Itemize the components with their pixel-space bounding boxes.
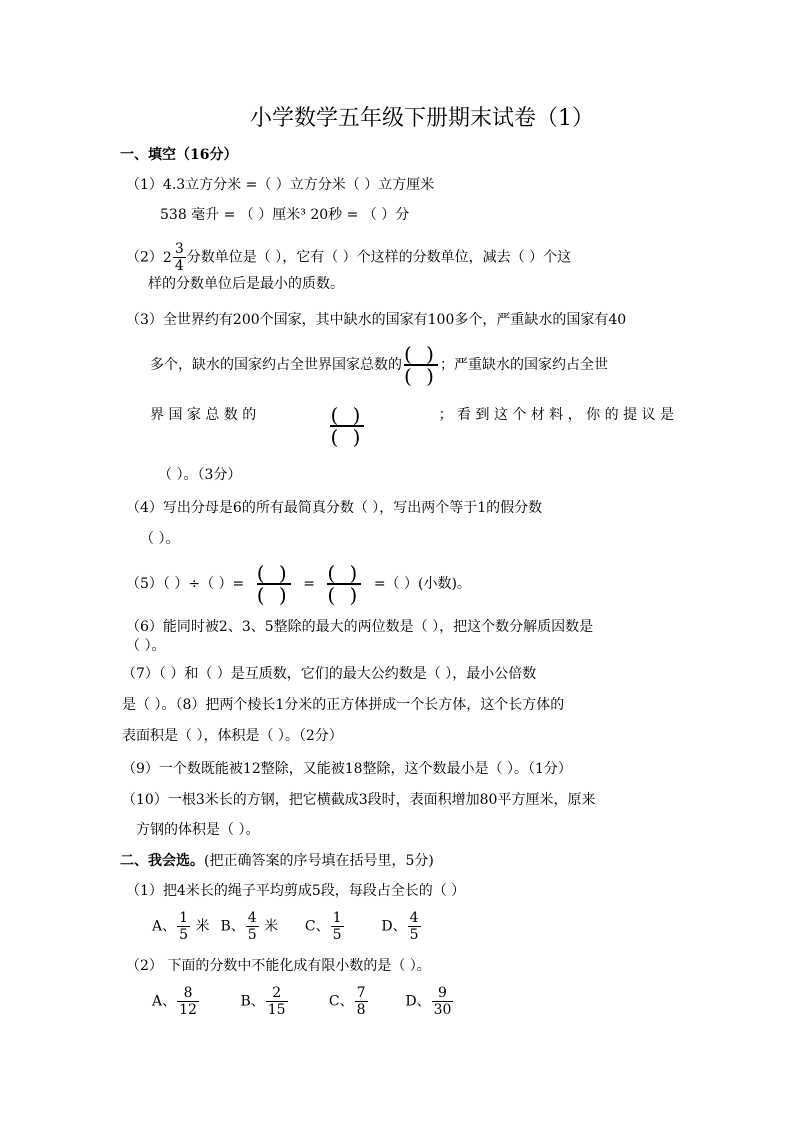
denominator: 5 (409, 927, 419, 943)
section1-heading: 一、填空（16分） (120, 147, 238, 163)
q1-line1: （1）4.3立方分米 =（ ）立方分米（ ）立方厘米 (126, 177, 435, 193)
denominator: 15 (267, 1002, 286, 1018)
q7-line2: 是（ ）。（8）把两个棱长1分米的正方体拼成一个长方体，这个长方体的 (122, 697, 565, 713)
denominator: 8 (356, 1002, 366, 1018)
option-label: D、 (405, 993, 431, 1010)
option-fraction (266, 985, 288, 1018)
q2-mixed-number (163, 241, 187, 274)
blank-denominator: ( ) (330, 425, 365, 449)
q3-line3-tail: ； 看 到 这 个 材 料 ， 你 的 提 议 是 (438, 407, 674, 423)
q6-line1: （6）能同时被2、3、5整除的最大的两位数是（ ），把这个数分解质因数是 (126, 619, 594, 635)
q7-line1: （7）（ ）和（ ）是互质数，它们的最大公约数是（ ），最小公倍数 (122, 666, 537, 682)
denominator: 30 (433, 1002, 452, 1018)
q2-numerator: 3 (174, 241, 184, 257)
option-fraction (177, 910, 190, 943)
q3-blank-fraction-1 (404, 342, 438, 388)
blank-numerator: ( ) (404, 342, 438, 366)
q1-line2: 538 毫升 = （ ）厘米³ 20秒 = （ ）分 (160, 207, 410, 223)
q3-line4: （ ）。（3分） (158, 467, 242, 483)
numerator: 8 (183, 985, 193, 1001)
option-c (305, 910, 377, 943)
option-c (329, 985, 401, 1018)
blank-denominator: ( ) (327, 583, 362, 607)
option-fraction (355, 985, 368, 1018)
blank-numerator: ( ) (327, 561, 362, 585)
denominator: 5 (179, 927, 189, 943)
s2-q1-stem: （1）把4米长的绳子平均剪成5段，每段占全长的（ ） (126, 883, 466, 899)
option-label: C、 (304, 918, 330, 935)
q2-prefix: （2） (126, 249, 163, 266)
q3-line2 (150, 342, 608, 388)
option-a (152, 985, 236, 1018)
numerator: 2 (272, 985, 282, 1001)
option-label: A、 (152, 918, 177, 935)
denominator: 5 (247, 927, 257, 943)
q7-line3: 表面积是（ ），体积是（ ）。（2分） (122, 728, 343, 744)
numerator: 4 (247, 910, 257, 926)
s2-q1-options (152, 910, 422, 943)
option-label: A、 (152, 993, 177, 1010)
option-fraction (408, 910, 421, 943)
denominator: 5 (332, 927, 342, 943)
blank-denominator: ( ) (256, 583, 291, 607)
s2-q2-options (152, 985, 454, 1018)
option-unit: 米 (264, 918, 279, 935)
page-title: 小学数学五年级下册期末试卷（1） (250, 106, 594, 131)
q5-blank-fraction-1 (256, 561, 291, 607)
q3-line3-text: 界 国 家 总 数 的 (150, 407, 257, 423)
option-fraction (331, 910, 344, 943)
q3-line2-text: 多个，缺水的国家约占全世界国家总数的 (150, 357, 402, 373)
numerator: 1 (332, 910, 342, 926)
option-d (405, 985, 454, 1018)
option-label: B、 (220, 918, 245, 935)
q5-tail: =（ ）(小数)。 (373, 576, 471, 592)
q2-denominator: 4 (174, 258, 184, 274)
blank-numerator: ( ) (256, 561, 291, 585)
q2-whole: 2 (162, 249, 172, 266)
q4-line1: （4）写出分母是6的所有最简真分数（ ），写出两个等于1的假分数 (126, 500, 543, 516)
q10-line2: 方钢的体积是（ ）。 (136, 822, 260, 838)
option-fraction (177, 985, 199, 1018)
option-label: D、 (381, 918, 407, 935)
denominator: 12 (179, 1002, 197, 1018)
numerator: 7 (356, 985, 366, 1001)
q6-line2: （ ）。 (126, 638, 166, 654)
option-d (381, 910, 421, 943)
q2-fraction (173, 241, 186, 274)
option-fraction (432, 985, 454, 1018)
option-a (152, 910, 216, 943)
section2-heading (120, 852, 434, 870)
q3-line3 (150, 403, 674, 449)
option-b (220, 910, 300, 943)
option-label: B、 (240, 993, 265, 1010)
blank-denominator: ( ) (404, 364, 438, 388)
q2-line2: 样的分数单位后是最小的质数。 (148, 276, 344, 292)
q5-blank-fraction-2 (327, 561, 362, 607)
q3-line1: （3）全世界约有200个国家，其中缺水的国家有100多个，严重缺水的国家有40 (126, 312, 627, 328)
q2-text: 分数单位是（ ），它有（ ）个这样的分数单位，减去（ ）个这 (186, 249, 572, 266)
q3-line2-tail: ；严重缺水的国家约占全世 (440, 357, 608, 373)
section2-title: 二、我会选。 (120, 853, 204, 869)
option-label: C、 (328, 993, 354, 1010)
q9-line: （9）一个数既能被12整除，又能被18整除，这个数最小是（ ）。（1分） (122, 761, 572, 777)
numerator: 1 (179, 910, 189, 926)
option-fraction (246, 910, 259, 943)
q3-blank-fraction-2 (330, 403, 365, 449)
q5-text: （5）（ ）÷（ ）= (126, 576, 245, 592)
section2-note: (把正确答案的序号填在括号里，5分) (204, 853, 434, 869)
q10-line1: （10）一根3米长的方钢，把它横截成3段时，表面积增加80平方厘米，原来 (122, 792, 596, 808)
s2-q2-stem: （2） 下面的分数中不能化成有限小数的是（ ）。 (126, 958, 431, 974)
q4-line2: （ ）。 (140, 531, 180, 547)
numerator: 9 (438, 985, 447, 1001)
blank-numerator: ( ) (330, 403, 365, 427)
option-unit: 米 (195, 918, 210, 935)
q2-line1 (126, 241, 571, 274)
option-b (240, 985, 324, 1018)
q5-line (126, 561, 471, 607)
q5-equals: = (303, 576, 315, 592)
numerator: 4 (409, 910, 419, 926)
